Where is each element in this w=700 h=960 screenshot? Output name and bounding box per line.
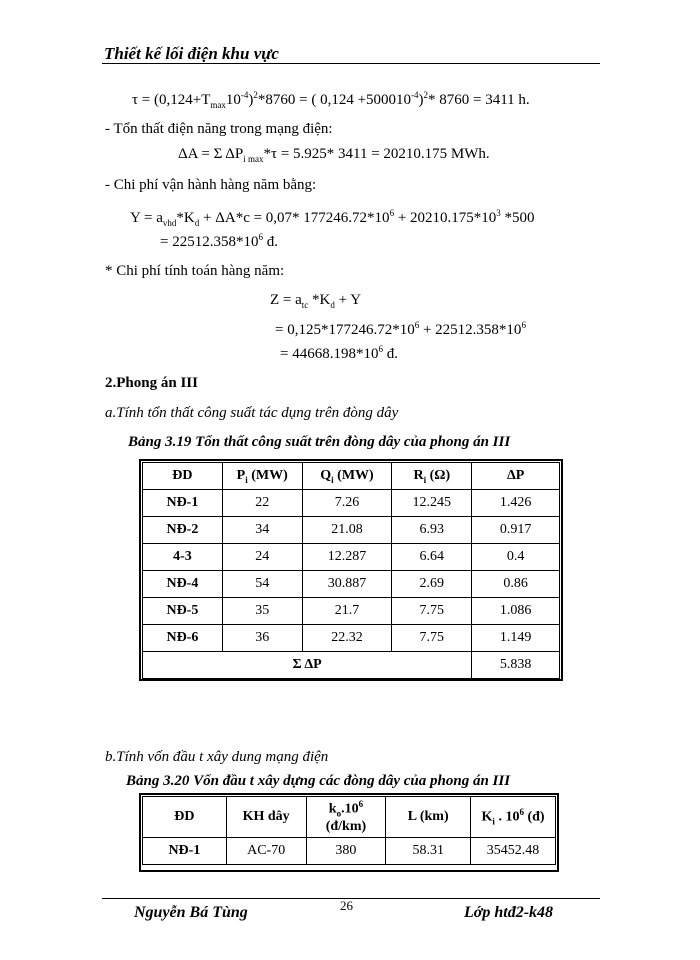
- table1-caption: Bảng 3.19 Tổn thất công suất trên đòng dây của phong án III: [128, 434, 511, 450]
- table1-cell: 1.426: [472, 490, 560, 517]
- table1-row-label: 4-3: [143, 544, 223, 571]
- operating-cost-equation-2: = $22512.358*10^6$ đ.: [160, 232, 278, 250]
- table1-total-value: 5.838: [472, 652, 560, 679]
- table2: [142, 796, 556, 865]
- table1-row: [143, 490, 560, 517]
- table1-cell: 0.917: [472, 517, 560, 544]
- table1-header-cell: ĐD: [143, 463, 223, 490]
- table1-cell: 24: [222, 544, 302, 571]
- footer-author: Nguyễn Bá Tùng: [134, 904, 248, 921]
- table2-header-cell: $k_o.10^6$ (đ/km): [306, 797, 386, 838]
- table1-cell: 22.32: [302, 625, 392, 652]
- table1-cell: 7.26: [302, 490, 392, 517]
- table1: [142, 462, 560, 679]
- table1-row: [143, 598, 560, 625]
- tau-equation: $\tau = (0,124+T_{max}10^{-4})^2*8760$ = ( $0,124 +500010^{-4})^2*$ 8760 = 3411 h.: [132, 90, 530, 110]
- section-heading: 2.Phong án III: [105, 375, 198, 391]
- table2-row: [143, 838, 556, 865]
- table2-cell: 380: [306, 838, 386, 865]
- table2-cell: 35452.48: [471, 838, 556, 865]
- energy-loss-title: - Tổn thất điện năng trong mạng điện:: [105, 121, 333, 137]
- table1-cell: 1.149: [472, 625, 560, 652]
- table1-cell: 7.75: [392, 598, 472, 625]
- subsection-b: b.Tính vốn đầu t xây dung mạng điện: [105, 749, 329, 765]
- table1-header-cell: $Q_i$ (MW): [302, 463, 392, 490]
- table1-cell: 7.75: [392, 625, 472, 652]
- table1-cell: 0.86: [472, 571, 560, 598]
- table1-cell: 2.69: [392, 571, 472, 598]
- table1-cell: 12.287: [302, 544, 392, 571]
- table1-cell: 30.887: [302, 571, 392, 598]
- running-header: Thiết kế lối điện khu vực: [104, 44, 279, 63]
- table1-cell: 35: [222, 598, 302, 625]
- table2-cell: AC-70: [226, 838, 306, 865]
- table1-row: [143, 517, 560, 544]
- table1-header-row: [143, 463, 560, 490]
- table1-row: [143, 571, 560, 598]
- table1-cell: 12.245: [392, 490, 472, 517]
- operating-cost-equation-1: $Y = a_{vhd}*K_d + \Delta A*c = 0,07*$ $177246.72*10^6 + 20210.175*10^3$ *500: [130, 208, 535, 228]
- table1-row-label: NĐ-2: [143, 517, 223, 544]
- table1-cell: 21.7: [302, 598, 392, 625]
- table1-cell: 36: [222, 625, 302, 652]
- z-equation-1: $Z = a_{tc}$ $*K_d + Y$: [270, 292, 362, 310]
- table1-row: [143, 544, 560, 571]
- table1-cell: 54: [222, 571, 302, 598]
- table1-cell: 0.4: [472, 544, 560, 571]
- table1-header-cell: ΔP: [472, 463, 560, 490]
- header-rule: [102, 63, 600, 64]
- table2-header-cell: ĐD: [143, 797, 227, 838]
- table1-cell: 34: [222, 517, 302, 544]
- table2-header-cell: $K_i$ . $10^6$ (đ): [471, 797, 556, 838]
- table1-total-row: [143, 652, 560, 679]
- table2-header-cell: L (km): [386, 797, 471, 838]
- table1-row-label: NĐ-1: [143, 490, 223, 517]
- table1-cell: 21.08: [302, 517, 392, 544]
- table1-header-cell: $R_i$ (Ω): [392, 463, 472, 490]
- z-equation-3: = $44668.198*10^6$ đ.: [280, 344, 398, 362]
- table1-row-label: NĐ-4: [143, 571, 223, 598]
- z-equation-2: = $0,125*177246.72*10^6 + 22512.358*10^6$: [275, 320, 526, 338]
- energy-loss-equation: ΔA = Σ $\Delta P_{i max}*\tau = 5.925*$ 3411 = 20210.175 MWh.: [178, 146, 490, 164]
- table2-row-label: NĐ-1: [143, 838, 227, 865]
- table2-cell: 58.31: [386, 838, 471, 865]
- table2-header-cell: KH dây: [226, 797, 306, 838]
- subsection-a: a.Tính tổn thất công suất tác dụng trên đòng dây: [105, 405, 399, 421]
- table1-row: [143, 625, 560, 652]
- table1-row-label: NĐ-5: [143, 598, 223, 625]
- table1-total-label: Σ ΔP: [143, 652, 472, 679]
- footer-class: Lớp htđ2-k48: [464, 904, 554, 921]
- table1-cell: 6.93: [392, 517, 472, 544]
- table1-cell: 1.086: [472, 598, 560, 625]
- table1-row-label: NĐ-6: [143, 625, 223, 652]
- table2-caption: Bảng 3.20 Vốn đầu t xây dựng các đòng dây của phong án III: [126, 773, 511, 789]
- page-number: 26: [340, 898, 353, 913]
- table1-header-cell: $P_i$ (MW): [222, 463, 302, 490]
- annual-cost-title: * Chi phí tính toán hàng năm:: [105, 263, 285, 279]
- operating-cost-title: - Chi phí vận hành hàng năm bằng:: [105, 177, 317, 193]
- table1-cell: 6.64: [392, 544, 472, 571]
- table2-header-row: [143, 797, 556, 838]
- table1-cell: 22: [222, 490, 302, 517]
